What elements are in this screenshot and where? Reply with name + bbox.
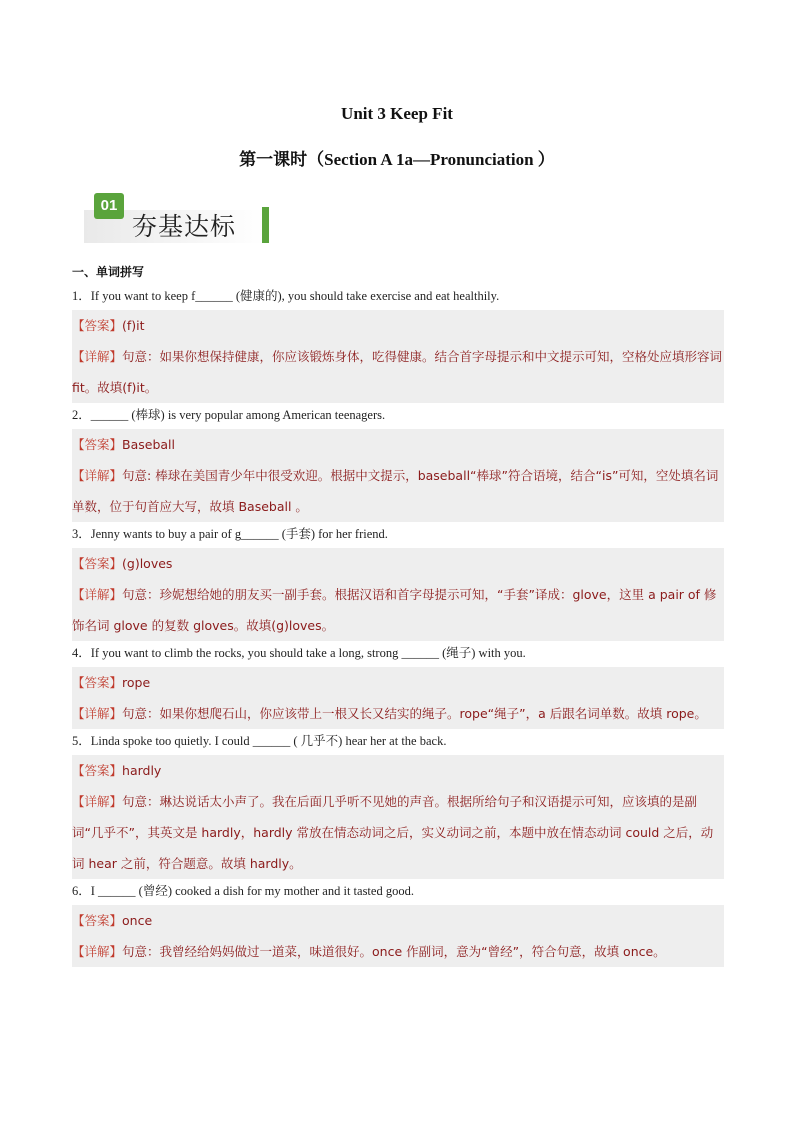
explanation-text: 句意: 棒球在美国青少年中很受欢迎。根据中文提示，baseball“棒球”符合语境，结合“is”可知，空处填名词单数，位于句首应大写，故填 Baseball 。 [72,468,719,514]
explanation-label: 【详解】 [72,944,123,959]
explanation-label: 【详解】 [72,706,123,721]
answer-label: 【答案】 [72,763,123,778]
answer-value: once [122,913,153,928]
question-list [72,284,724,967]
explanation-text: 句意：如果你想保持健康，你应该锻炼身体，吃得健康。结合首字母提示和中文提示可知，空格处应填形容词 fit。故填(f)it。 [72,349,723,395]
answer-value: (f)it [122,318,145,333]
answer-box [72,667,724,729]
answer-value: hardly [122,763,162,778]
banner-accent-bar [262,207,269,243]
answer-line [72,905,724,936]
answer-box [72,548,724,641]
explanation-line [72,579,724,641]
answer-value: (g)loves [122,556,173,571]
answer-line [72,548,724,579]
answer-label: 【答案】 [72,675,123,690]
section-banner [84,190,270,243]
answer-box [72,905,724,967]
section-heading: 一、单词拼写 [72,265,145,279]
answer-value: rope [122,675,151,690]
banner-label: 夯基达标 [132,212,237,241]
question-text: 3．Jenny wants to buy a pair of g______ (手套) for her friend. [72,527,388,541]
question-text: 4．If you want to climb the rocks, you should take a long, strong ______ (绳子) with you. [72,646,526,660]
answer-box [72,429,724,522]
answer-value: Baseball [122,437,175,452]
answer-label: 【答案】 [72,318,123,333]
page-subtitle: 第一课时（Section A 1a—Pronunciation ） [239,150,555,169]
explanation-line [72,698,724,729]
question-item [72,729,724,879]
explanation-label: 【详解】 [72,349,123,364]
answer-line [72,667,724,698]
explanation-text: 句意：如果你想爬石山，你应该带上一根又长又结实的绳子。rope“绳子”，a 后跟名词单数。故填 rope。 [122,706,707,721]
explanation-text: 句意：我曾经给妈妈做过一道菜，味道很好。once 作副词，意为“曾经”，符合句意，故填 once。 [122,944,666,959]
explanation-label: 【详解】 [72,587,123,602]
question-text: 1．If you want to keep f______ (健康的), you should take exercise and eat healthily. [72,289,500,303]
explanation-line [72,460,724,522]
explanation-line [72,936,724,967]
question-item [72,641,724,729]
explanation-text: 句意：琳达说话太小声了。我在后面几乎听不见她的声音。根据所给句子和汉语提示可知，应该填的是副词“几乎不”，其英文是 hardly，hardly 常放在情态动词之后，实义动词之前，本题中放在情态动词 could 之后，动词 hear 之前，符合题意。故填 hardly。 [72,794,714,871]
answer-box [72,310,724,403]
answer-line [72,429,724,460]
answer-label: 【答案】 [72,556,123,571]
page-title: Unit 3 Keep Fit [341,104,453,123]
question-item [72,879,724,967]
explanation-text: 句意：珍妮想给她的朋友买一副手套。根据汉语和首字母提示可知，“手套”译成：glove，这里 a pair of 修饰名词 glove 的复数 gloves。故填(g)loves。 [72,587,717,633]
explanation-label: 【详解】 [72,794,123,809]
question-text: 5．Linda spoke too quietly. I could ______ ( 几乎不) hear her at the back. [72,734,447,748]
explanation-label: 【详解】 [72,468,123,483]
answer-line [72,310,724,341]
question-text: 6．I ______ (曾经) cooked a dish for my mother and it tasted good. [72,884,414,898]
answer-box [72,755,724,879]
explanation-line [72,786,724,879]
explanation-line [72,341,724,403]
question-text: 2．______ (棒球) is very popular among American teenagers. [72,408,386,422]
answer-label: 【答案】 [72,913,123,928]
question-item [72,284,724,403]
banner-number-badge: 01 [94,193,124,219]
answer-label: 【答案】 [72,437,123,452]
question-item [72,522,724,641]
question-item [72,403,724,522]
answer-line [72,755,724,786]
